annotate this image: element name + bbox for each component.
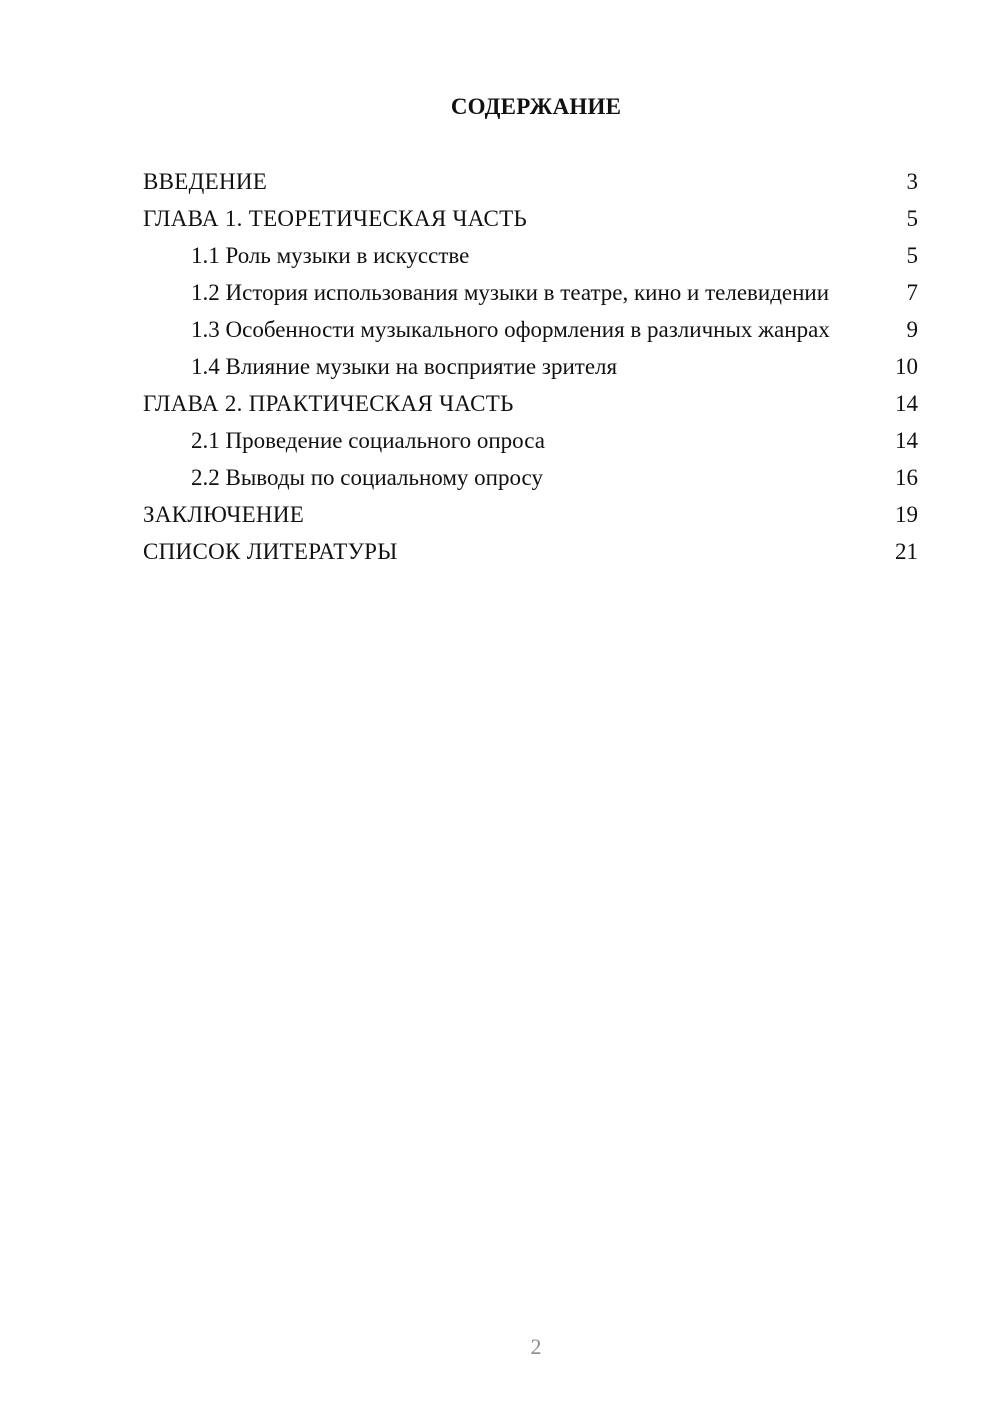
toc-entry-title: СПИСОК ЛИТЕРАТУРЫ	[143, 539, 398, 564]
toc-entry-title: 1.2 История использования музыки в театре, кино и телевидении	[191, 280, 830, 305]
toc-entry-introduction[interactable]	[143, 168, 918, 195]
toc-entry-page: 14	[895, 428, 918, 453]
page-number: 2	[530, 1334, 542, 1359]
page-title: СОДЕРЖАНИЕ	[450, 94, 622, 119]
toc-entry-chapter-1[interactable]	[143, 205, 918, 232]
toc-entry-section-1-3[interactable]	[143, 316, 918, 343]
toc-entry-page: 3	[906, 169, 918, 194]
toc-entry-page: 9	[906, 317, 918, 342]
toc-entry-page: 21	[895, 539, 918, 564]
toc-entry-section-2-2[interactable]	[143, 464, 918, 491]
toc-entry-title: ГЛАВА 2. ПРАКТИЧЕСКАЯ ЧАСТЬ	[143, 391, 514, 416]
toc-entry-title: 1.1 Роль музыки в искусстве	[191, 243, 470, 268]
toc-entry-title: ЗАКЛЮЧЕНИЕ	[143, 502, 305, 527]
table-of-contents	[143, 168, 918, 575]
toc-entry-title: 2.1 Проведение социального опроса	[191, 428, 545, 453]
toc-entry-conclusion[interactable]	[143, 501, 918, 528]
toc-entry-bibliography[interactable]	[143, 538, 918, 565]
toc-entry-title: 2.2 Выводы по социальному опросу	[191, 465, 543, 490]
toc-entry-page: 5	[906, 206, 918, 231]
toc-entry-page: 16	[895, 465, 918, 490]
toc-entry-page: 10	[895, 354, 918, 379]
toc-entry-page: 7	[906, 280, 918, 305]
toc-entry-title: ВВЕДЕНИЕ	[143, 169, 268, 194]
toc-entry-page: 5	[906, 243, 918, 268]
toc-entry-title: 1.4 Влияние музыки на восприятие зрителя	[191, 354, 618, 379]
toc-entry-chapter-2[interactable]	[143, 390, 918, 417]
toc-entry-section-1-2[interactable]	[143, 279, 918, 306]
toc-entry-section-2-1[interactable]	[143, 427, 918, 454]
toc-entry-section-1-4[interactable]	[143, 353, 918, 380]
toc-entry-section-1-1[interactable]	[143, 242, 918, 269]
toc-entry-title: ГЛАВА 1. ТЕОРЕТИЧЕСКАЯ ЧАСТЬ	[143, 206, 528, 231]
toc-entry-page: 14	[895, 391, 918, 416]
toc-entry-page: 19	[895, 502, 918, 527]
toc-entry-title: 1.3 Особенности музыкального оформления в различных жанрах	[191, 317, 830, 342]
